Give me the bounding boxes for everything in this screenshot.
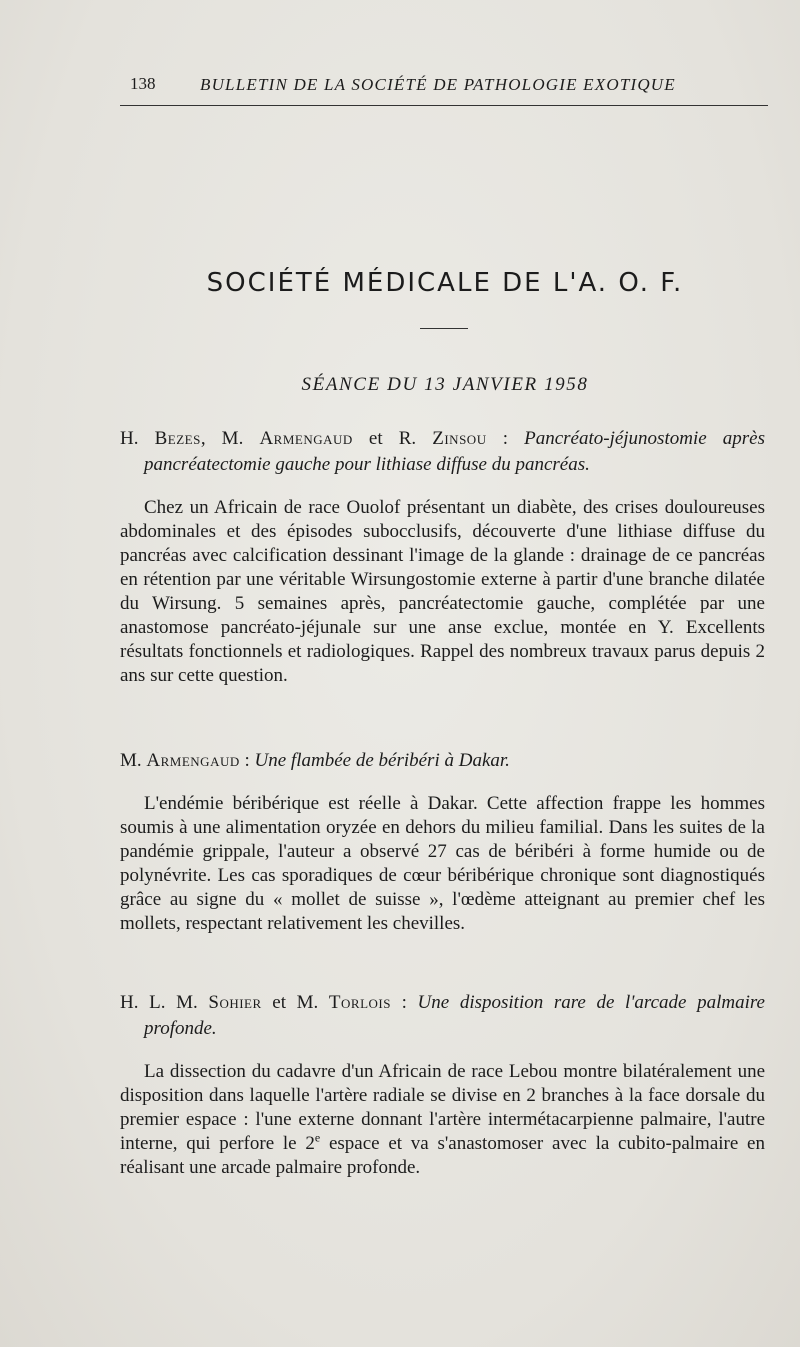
- communication-entry: [120, 426, 765, 688]
- ordinal-superscript: e: [314, 1130, 321, 1145]
- section-divider: [420, 328, 468, 329]
- abstract-paragraph: [120, 1060, 765, 1180]
- author-prefix: H. L. M.: [120, 992, 209, 1013]
- abstract-paragraph: L'endémie béribérique est réelle à Dakar. Cette affection frappe les hommes soumis à une alimentation oryzée en dehors du milieu familial. Dans les suites de la pandémie grippale, l'auteur a observé 27 cas de béribéri à forme humide ou de polynévrite. Les cas sporadiques de cœur béribérique chronique sont diagnostiqués grâce au signe du « mollet de suisse », l'œdème atteignant au premier chef les mollets, respectant relativement les chevilles.: [120, 793, 765, 934]
- author-name: Armengaud: [259, 428, 353, 449]
- author-separator: et R.: [352, 428, 433, 449]
- author-name: Bezes: [154, 428, 201, 449]
- heading-colon: :: [486, 428, 525, 449]
- entry-heading: [120, 990, 765, 1042]
- session-title: SÉANCE DU 13 JANVIER 1958: [301, 374, 589, 395]
- section-title: SOCIÉTÉ MÉDICALE DE L'A. O. F.: [206, 268, 684, 298]
- author-name: Armengaud: [146, 750, 240, 771]
- author-separator: , M.: [200, 428, 260, 449]
- communication-entry: [120, 748, 765, 936]
- paragraph-text: espace et va s'anastomoser avec la cubito-palmaire en réalisant une arcade palmaire profonde.: [120, 1133, 765, 1178]
- author-name: Zinsou: [432, 428, 487, 449]
- header-rule: [120, 105, 768, 106]
- author-prefix: M.: [120, 750, 147, 771]
- communication-title: Pancréato-jéjunostomie après pancréatectomie gauche pour lithiase diffuse du pancréas.: [144, 428, 765, 475]
- page-number: 138: [130, 74, 156, 93]
- author-separator: et M.: [261, 992, 329, 1013]
- paragraph-text: La dissection du cadavre d'un Africain de race Lebou montre bilatéralement une disposition dans laquelle l'artère radiale se divise en 2 branches à la face dorsale du premier espace : l'une externe donnant l'artère intermétacarpienne palmaire, l'autre interne, qui perfore le 2: [120, 1061, 765, 1154]
- entry-heading: [120, 748, 765, 774]
- communication-entry: [120, 990, 765, 1180]
- abstract-paragraph: Chez un Africain de race Ouolof présentant un diabète, des crises douloureuses abdominales et des épisodes subocclusifs, découverte d'une lithiase diffuse du pancréas avec calcification dessinant l'image de la glande : drainage de ce pancréas en rétention par une véritable Wirsungostomie externe à partir d'une branche dilatée du Wirsung. 5 semaines après, pancréatectomie gauche, complétée par une anastomose pancréato-jéjunale sur une anse exclue, montée en Y. Excellents résultats fonctionnels et radiologiques. Rappel des nombreux travaux parus depuis 2 ans sur cette question.: [120, 497, 765, 686]
- heading-colon: :: [239, 750, 255, 771]
- heading-colon: :: [390, 992, 418, 1013]
- author-prefix: H.: [120, 428, 155, 449]
- author-name: Sohier: [208, 992, 262, 1013]
- author-name: Torlois: [328, 992, 391, 1013]
- entry-heading: [120, 426, 765, 478]
- journal-title: BULLETIN DE LA SOCIÉTÉ DE PATHOLOGIE EXOTIQUE: [200, 75, 676, 94]
- communication-title: Une disposition rare de l'arcade palmaire profonde.: [144, 992, 765, 1039]
- communication-title: Une flambée de béribéri à Dakar.: [254, 750, 510, 771]
- running-head: [120, 72, 768, 100]
